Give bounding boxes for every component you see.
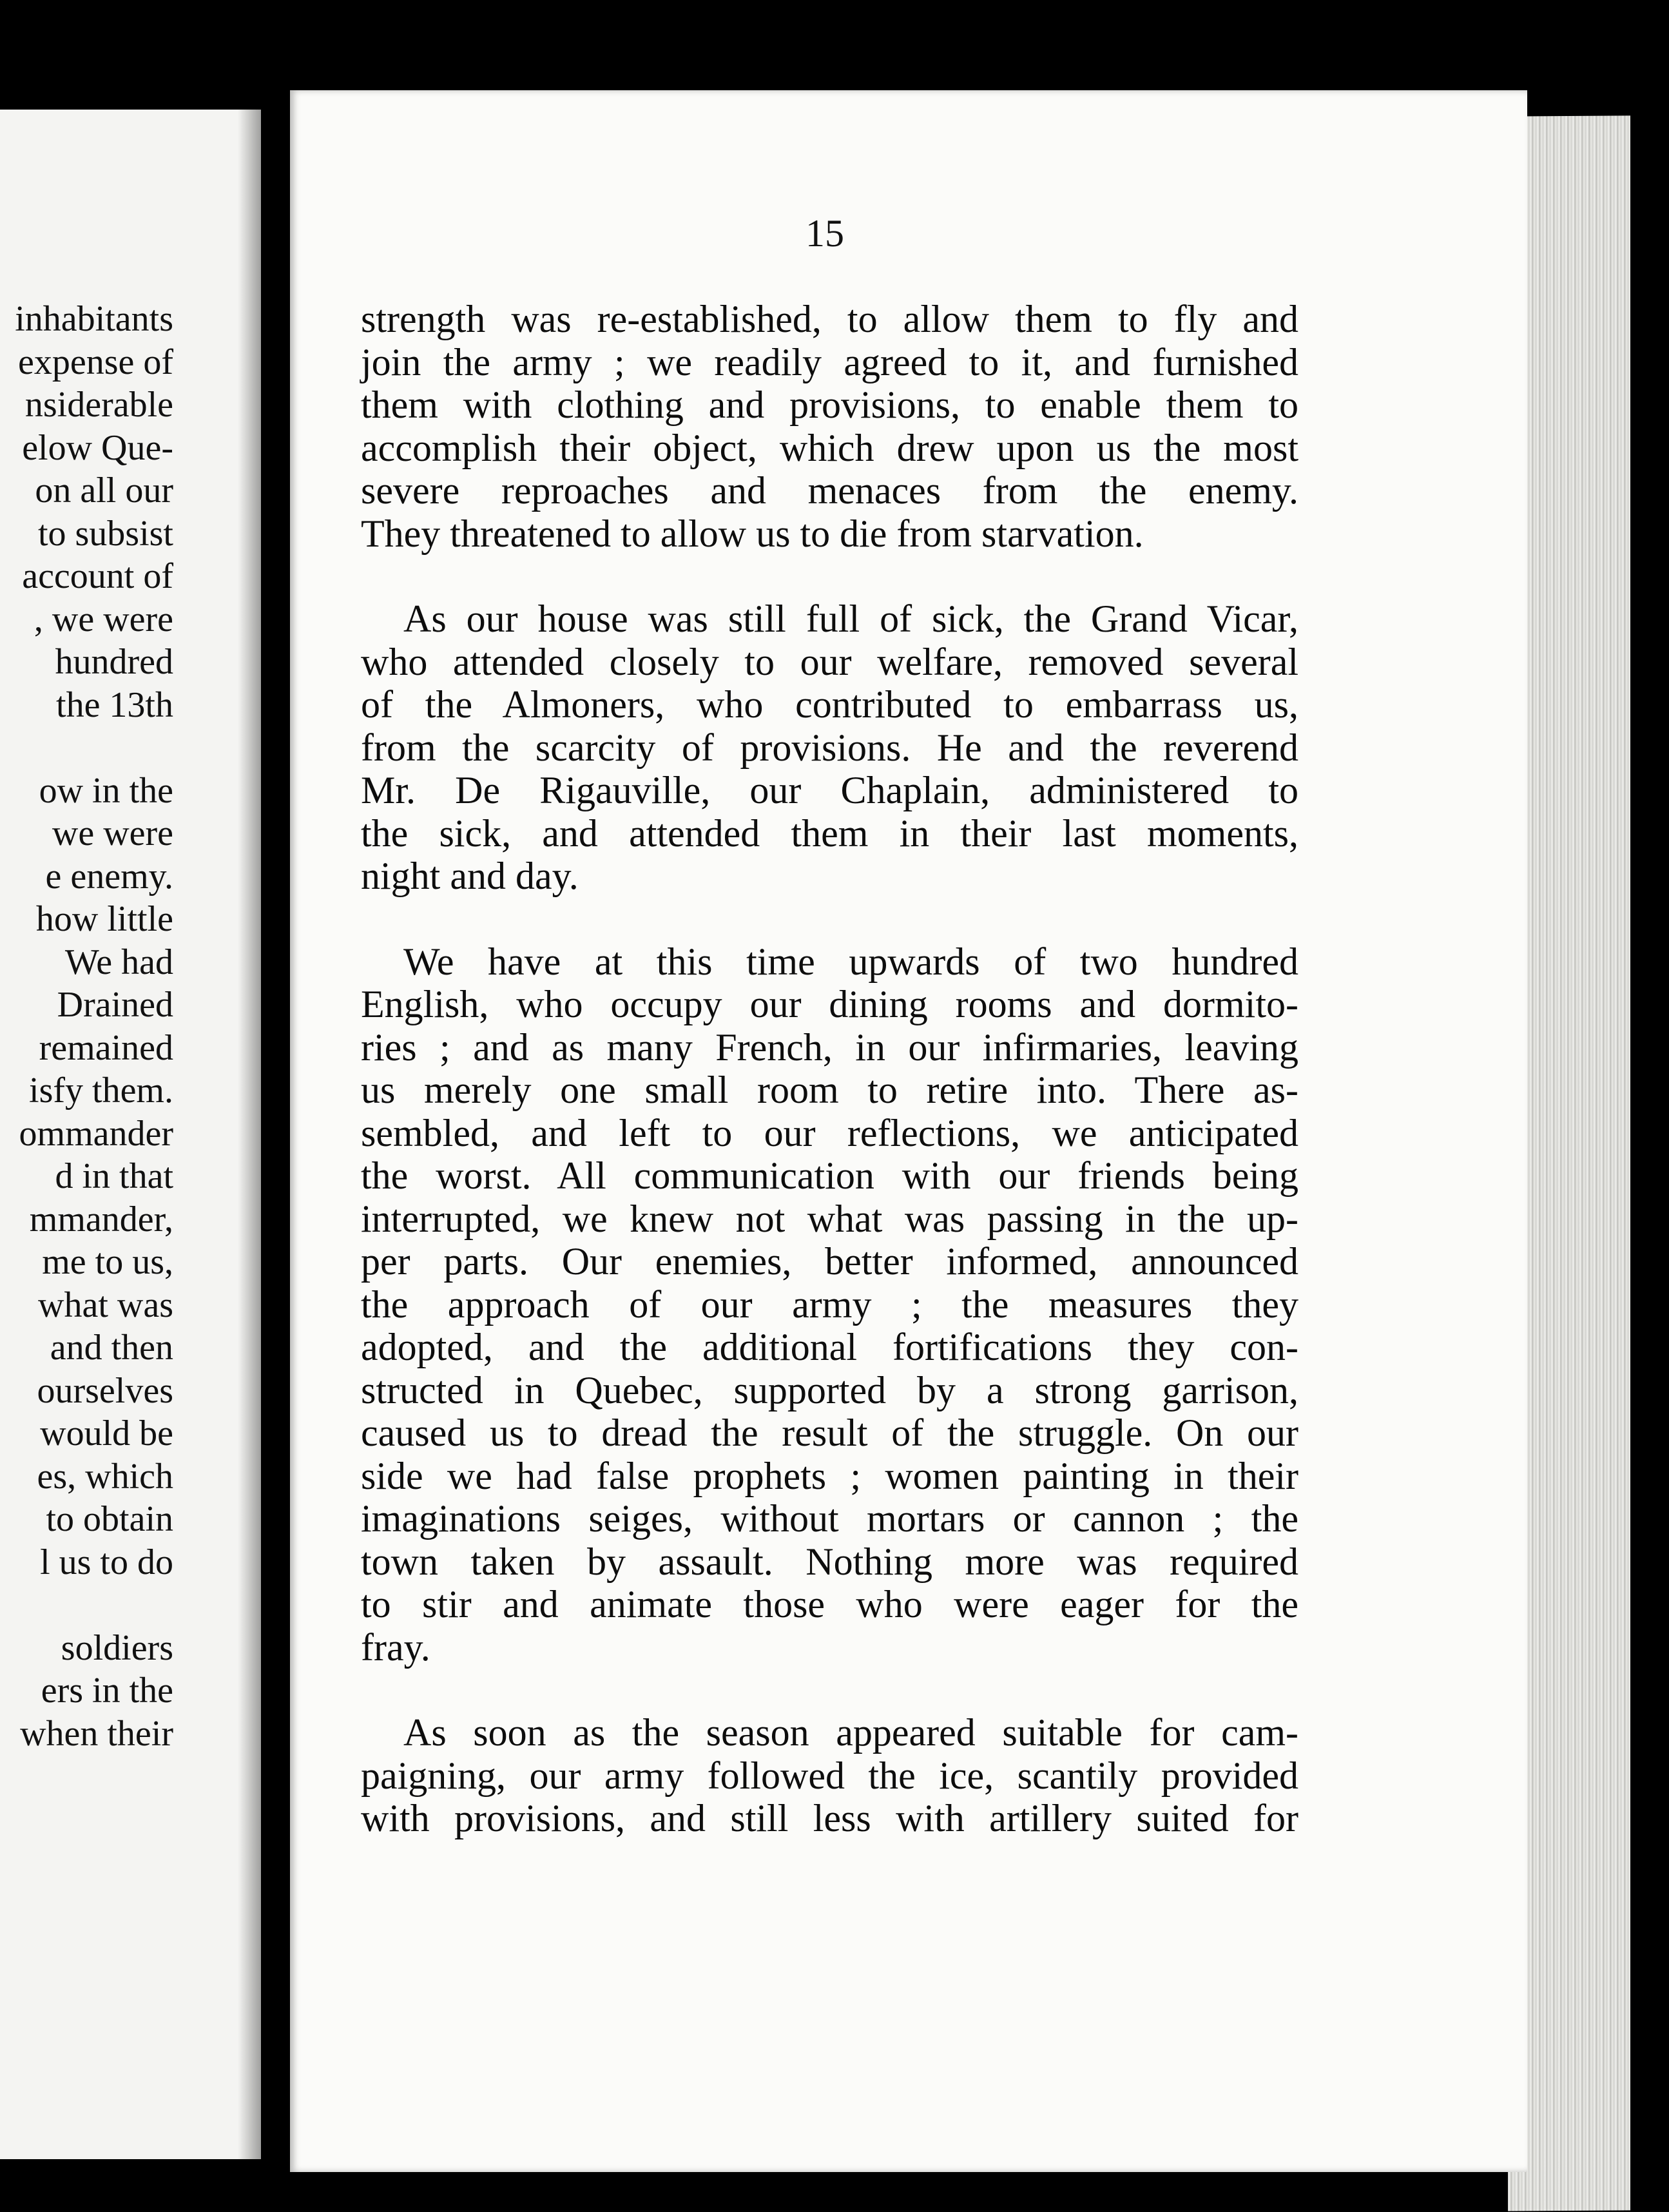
left-page-line (0, 1584, 173, 1627)
left-page-line: the 13th (56, 684, 173, 725)
left-page-line: on all our (35, 471, 173, 510)
left-page-line: ers in the (41, 1671, 173, 1711)
paragraph (361, 940, 1298, 1669)
left-page-line: how little (35, 899, 173, 939)
left-page-line: l us to do (40, 1542, 173, 1582)
text-line: us merely one small room to retire into. There as- (361, 1069, 1298, 1111)
text-line: English, who occupy our dining rooms and dormito- (361, 983, 1298, 1025)
left-page-line: hundred (55, 642, 173, 682)
paragraph (361, 1711, 1298, 1840)
left-page-line: We had (64, 942, 173, 982)
text-line: Mr. De Rigauville, our Chaplain, administered to (361, 769, 1298, 811)
left-page-line: , we were (34, 599, 173, 639)
left-page-line: elow Que- (22, 427, 173, 468)
text-line: sembled, and left to our reflections, we anticipated (361, 1111, 1298, 1154)
text-line: severe reproaches and menaces from the enemy. (361, 469, 1298, 512)
page-number: 15 (806, 212, 844, 255)
text-line: side we had false prophets ; women painting in their (361, 1454, 1298, 1497)
text-line: who attended closely to our welfare, removed several (361, 640, 1298, 683)
text-line: As soon as the season appeared suitable for cam- (403, 1711, 1298, 1754)
left-page-line: me to us, (42, 1242, 173, 1282)
text-line: interrupted, we knew not what was passing in the up- (361, 1197, 1298, 1240)
left-page-line: we were (52, 813, 173, 853)
text-line: adopted, and the additional fortifications they con- (361, 1326, 1298, 1368)
text-line: accomplish their object, which drew upon us the most (361, 426, 1298, 469)
left-page-line: Drained (57, 985, 173, 1025)
text-line: night and day. (361, 855, 579, 897)
left-page-line: when their (20, 1713, 173, 1754)
left-page-line: e enemy. (45, 856, 173, 897)
left-page-line: account of (22, 556, 173, 596)
text-line: per parts. Our enemies, better informed, announced (361, 1240, 1298, 1283)
left-page-line: to subsist (37, 513, 173, 554)
left-page-line: expense of (17, 342, 173, 382)
text-line: the worst. All communication with our friends being (361, 1154, 1298, 1197)
paragraph (361, 597, 1298, 898)
left-page-line: mmander, (29, 1199, 173, 1239)
left-page-line: ow in the (39, 770, 173, 811)
left-page-line: soldiers (61, 1627, 173, 1668)
text-line: As our house was still full of sick, the Grand Vicar, (403, 597, 1298, 640)
text-line: They threatened to allow us to die from starvation. (361, 512, 1144, 555)
left-page-line: would be (40, 1413, 173, 1453)
text-line: from the scarcity of provisions. He and the reverend (361, 726, 1298, 769)
left-page-line: d in that (55, 1156, 173, 1196)
body-text (361, 298, 1298, 1883)
text-line: them with clothing and provisions, to enable them to (361, 383, 1298, 426)
text-line: ries ; and as many French, in our infirmaries, leaving (361, 1025, 1298, 1069)
paragraph (361, 298, 1298, 555)
left-page-line: nsiderable (24, 385, 173, 425)
text-line: join the army ; we readily agreed to it, and furnished (361, 340, 1298, 383)
text-line: strength was re-established, to allow them to fly and (361, 298, 1298, 340)
left-page-line (0, 726, 173, 770)
text-line: the sick, and attended them in their last moments, (361, 811, 1298, 855)
left-page-text (0, 298, 173, 1755)
text-line: imaginations seiges, without mortars or cannon ; the (361, 1497, 1298, 1540)
left-page-fragment (0, 110, 261, 2159)
left-page-line: ourselves (37, 1370, 173, 1411)
text-line: with provisions, and still less with artillery suited for (361, 1797, 1298, 1839)
left-page-line: remained (39, 1027, 173, 1068)
left-page-line: to obtain (46, 1499, 173, 1539)
text-line: town taken by assault. Nothing more was required (361, 1540, 1298, 1583)
text-line: structed in Quebec, supported by a strong garrison, (361, 1368, 1298, 1412)
left-page-line: what was (38, 1285, 173, 1325)
text-line: caused us to dread the result of the struggle. On our (361, 1412, 1298, 1454)
text-line: of the Almoners, who contributed to embarrass us, (361, 683, 1298, 726)
text-line: the approach of our army ; the measures they (361, 1283, 1298, 1326)
text-line: paigning, our army followed the ice, scantily provided (361, 1754, 1298, 1797)
left-page-line: and then (50, 1328, 173, 1368)
left-page-line: isfy them. (29, 1071, 173, 1111)
left-page-line: es, which (37, 1456, 173, 1497)
text-line: to stir and animate those who were eager for the (361, 1583, 1298, 1625)
left-page-line: ommander (19, 1113, 173, 1154)
text-line: We have at this time upwards of two hundred (403, 940, 1298, 983)
gutter-shadow (238, 110, 261, 2159)
text-line: fray. (361, 1625, 430, 1669)
left-page-line: inhabitants (15, 299, 173, 339)
